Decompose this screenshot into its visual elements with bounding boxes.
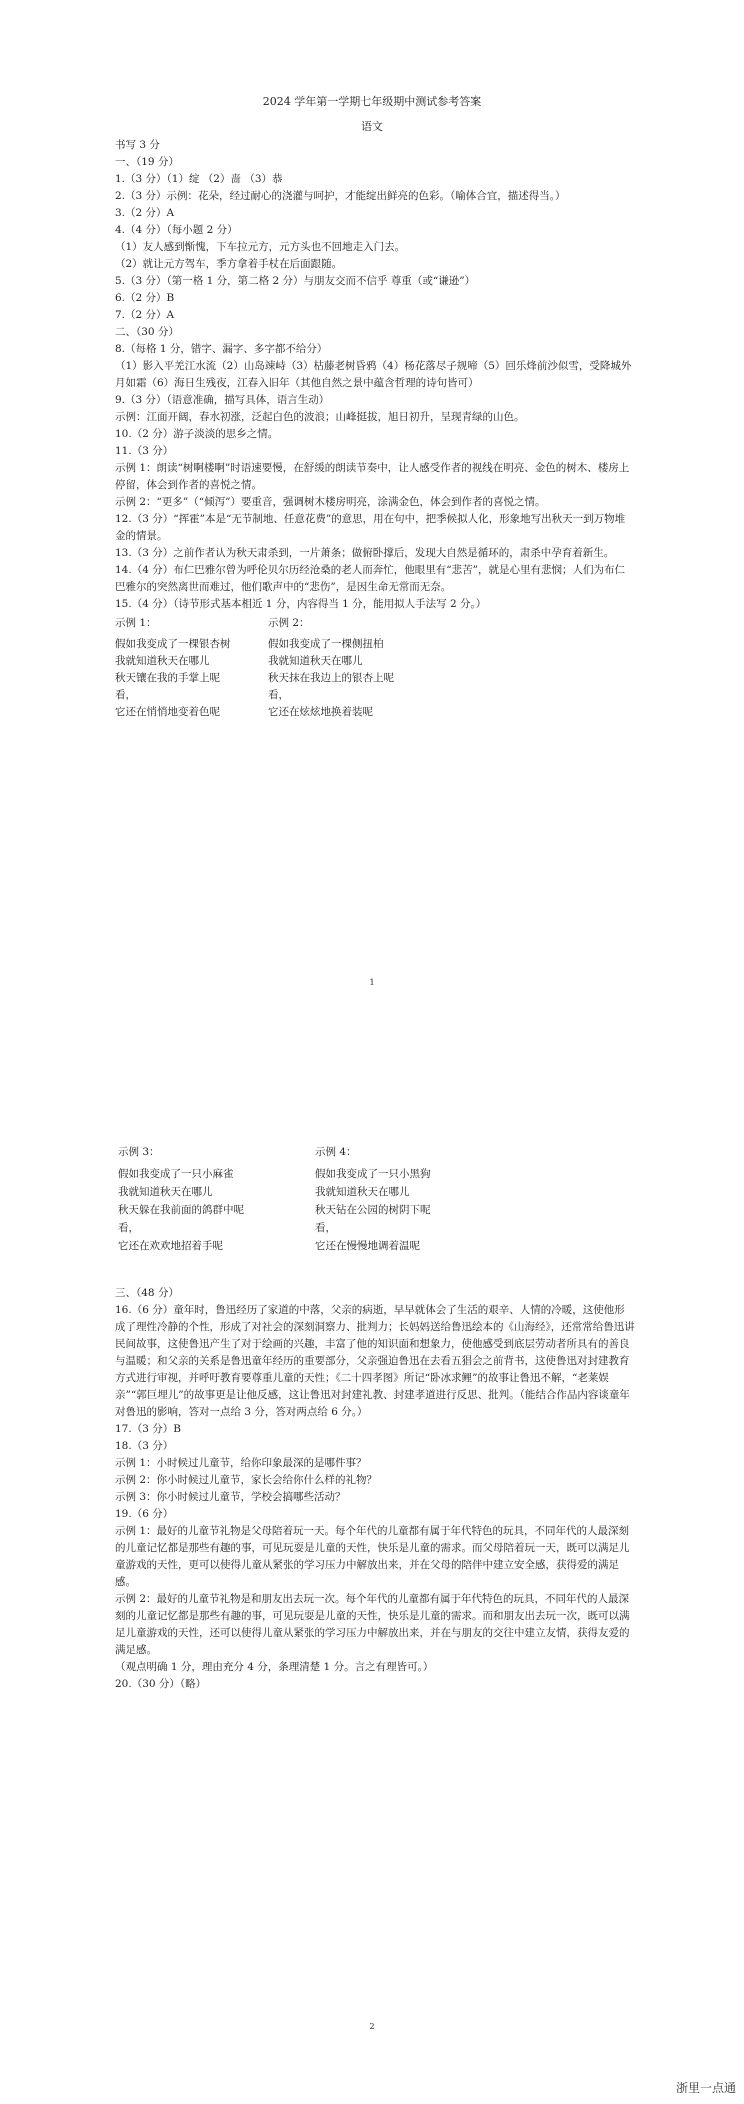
poem-line: 秋天抹在我边上的银杏上呢 bbox=[268, 672, 394, 684]
poem-label: 示例 2： bbox=[268, 617, 310, 629]
answer-line: 11.（3 分） bbox=[115, 445, 174, 457]
poem-line: 我就知道秋天在哪儿 bbox=[118, 1186, 213, 1198]
answer-line: 20.（30 分）（略） bbox=[115, 1678, 207, 1690]
answer-line: 三、（48 分） bbox=[115, 1287, 179, 1299]
answer-line: 6.（2 分）B bbox=[115, 292, 175, 304]
poem-line: 它还在炫炫地换着装呢 bbox=[268, 706, 373, 718]
poem-line: 秋天躲在我前面的鸽群中呢 bbox=[118, 1204, 244, 1216]
answer-line: 4.（4 分）（每小题 2 分） bbox=[115, 224, 238, 236]
answer-line: 示例 1：最好的儿童节礼物是父母陪着玩一天。每个年代的儿童都有属于年代特色的玩具，不同年代的人最深刻的儿童记忆都是那些有趣的事，可见玩耍是儿童的天性，快乐是儿童的需求。而父母陪着玩一天，既可以满足儿童游戏的天性，更可以使得儿童从紧张的学习压力中解放出来，并在父母的陪伴中建立安全感，获得爱的满足感。 bbox=[115, 1525, 630, 1588]
poem-line: 假如我变成了一只小麻雀 bbox=[118, 1168, 234, 1180]
answer-line: 10.（2 分）游子淡淡的思乡之情。 bbox=[115, 428, 279, 440]
answer-line: 示例：江面开阔，春水初涨，泛起白色的波浪；山峰挺拔，旭日初升，呈现青绿的山色。 bbox=[115, 411, 525, 423]
answer-line: 18.（3 分） bbox=[115, 1440, 174, 1452]
poem-line: 它还在悄悄地变着色呢 bbox=[115, 706, 220, 718]
answer-line: 3.（2 分）A bbox=[115, 207, 175, 219]
answer-body-page2 bbox=[115, 1285, 635, 1693]
answer-line: 9.（3 分）（语意准确，描写具体，语言生动） bbox=[115, 394, 330, 406]
answer-line: 15.（4 分）（诗节形式基本相近 1 分，内容得当 1 分，能用拟人手法写 2 分。） bbox=[115, 598, 487, 610]
answer-line: 8.（每格 1 分，错字、漏字、多字都不给分） bbox=[115, 343, 328, 355]
poem-line: 看， bbox=[315, 1222, 336, 1234]
poem-line: 我就知道秋天在哪儿 bbox=[268, 655, 363, 667]
answer-line: 12.（3 分）“挥霍”本是“无节制地、任意花费”的意思，用在句中，把季候拟人化，形象地写出秋天一到万物堆金的情景。 bbox=[115, 513, 626, 542]
poem-example-3 bbox=[118, 1143, 315, 1255]
poem-line: 我就知道秋天在哪儿 bbox=[315, 1186, 410, 1198]
poem-label: 示例 4： bbox=[315, 1146, 357, 1158]
answer-line: 2.（3 分）示例：花朵，经过耐心的浇灌与呵护，才能绽出鲜亮的色彩。（喻体合宜，描述得当。） bbox=[115, 190, 566, 202]
answer-line: （1）影入平羌江水流（2）山岛竦峙（3）枯藤老树昏鸦（4）杨花落尽子规啼（5）回乐烽前沙似雪，受降城外月如霜（6）海日生残夜，江春入旧年（其他自然之景中蕴含哲理的诗句皆可） bbox=[115, 360, 632, 389]
poem-examples-1-2 bbox=[115, 615, 633, 721]
poem-line: 假如我变成了一只小黑狗 bbox=[315, 1168, 431, 1180]
poem-line: 它还在欢欢地招着手呢 bbox=[118, 1240, 223, 1252]
page-number: 1 bbox=[369, 978, 375, 987]
answer-line: 示例 1：朗读“树啊楼啊”时语速要慢，在舒缓的朗读节奏中，让人感受作者的视线在明亮、金色的树木、楼房上停留，体会到作者的喜悦之情。 bbox=[115, 462, 630, 491]
answer-line: 5.（3 分）（第一格 1 分，第二格 2 分）与朋友交而不信乎 尊重（或“谦逊”） bbox=[115, 275, 476, 287]
poem-line: 它还在慢慢地调着温呢 bbox=[315, 1240, 420, 1252]
poem-line: 假如我变成了一棵侧扭柏 bbox=[268, 638, 384, 650]
answer-line: （2）就让元方驾车，季方拿着手杖在后面跟随。 bbox=[115, 258, 343, 270]
answer-line: （观点明确 1 分，理由充分 4 分，条理清楚 1 分。言之有理皆可。） bbox=[115, 1661, 434, 1673]
poem-line: 看， bbox=[115, 689, 136, 701]
poem-line: 秋天钻在公园的树阴下呢 bbox=[315, 1204, 431, 1216]
poem-example-4 bbox=[315, 1143, 475, 1255]
watermark: 浙里一点通 bbox=[675, 2081, 736, 2095]
subject-heading: 语文 bbox=[361, 120, 383, 133]
poem-label: 示例 1： bbox=[115, 617, 157, 629]
poem-example-2 bbox=[268, 615, 468, 721]
answer-line: 一、（19 分） bbox=[115, 156, 179, 168]
answer-line: 19.（6 分） bbox=[115, 1508, 174, 1520]
answer-line: 16.（6 分）童年时，鲁迅经历了家道的中落，父亲的病逝，早早就体会了生活的艰辛、人情的冷暖，这使他形成了理性冷静的个性，形成了对社会的深刻洞察力、批判力；长妈妈送给鲁迅绘本的《山海经》，还常常给鲁迅讲民间故事，这使鲁迅产生了对于绘画的兴趣，丰富了他的知识面和想象力，使他感受到底层劳动者所具有的善良与温暖；和父亲的关系是鲁迅童年经历的重要部分，父亲强迫鲁迅在去看五猖会之前背书，这使鲁迅对封建教育方式进行审视，并呼吁教育要尊重儿童的天性；《二十四孝图》所记“卧冰求鲤”的故事让鲁迅不解，“老莱娱亲”“郭巨埋儿”的故事更是让他反感，这让鲁迅对封建礼教、封建孝道进行反思、批判。（能结合作品内容谈童年对鲁迅的影响，答对一点给 3 分，答对两点给 6 分。） bbox=[115, 1304, 635, 1418]
answer-line: 14.（4 分）布仁巴雅尔曾为呼伦贝尔历经沧桑的老人而奔忙，他眼里有“悲苦”，就是心里有悲悯；人们为布仁巴雅尔的突然离世而难过，他们歌声中的“悲伤”，是因生命无常而无奈。 bbox=[115, 564, 625, 593]
answer-line: 13.（3 分）之前作者认为秋天肃杀到，一片萧条；做俯卧撑后，发现大自然是循环的，肃杀中孕育着新生。 bbox=[115, 547, 615, 559]
answer-line: 二、（30 分） bbox=[115, 326, 179, 338]
poem-line: 看， bbox=[268, 689, 289, 701]
poem-example-1 bbox=[115, 615, 268, 721]
answer-line: 示例 2：最好的儿童节礼物是和朋友出去玩一次。每个年代的儿童都有属于年代特色的玩具，不同年代的人最深刻的儿童记忆都是那些有趣的事，可见玩耍是儿童的天性，快乐是儿童的需求。而和朋友出去玩一次，既可以满足儿童游戏的天性，还可以使得儿童从紧张的学习压力中解放出来，并在与朋友的交往中建立友情，获得友爱的满足感。 bbox=[115, 1593, 630, 1656]
page-number: 2 bbox=[369, 2022, 375, 2031]
answer-body-page1 bbox=[115, 137, 633, 721]
answer-line: 1.（3 分）（1）绽 （2）啬 （3）恭 bbox=[115, 173, 283, 185]
poem-line: 秋天镶在我的手掌上呢 bbox=[115, 672, 220, 684]
poem-label: 示例 3： bbox=[118, 1146, 160, 1158]
poem-examples-3-4 bbox=[118, 1143, 478, 1255]
answer-line: 示例 2：“更多”（“倾泻”）要重音，强调树木楼房明亮，涂满金色，体会到作者的喜悦之情。 bbox=[115, 496, 546, 508]
document-title: 2024 学年第一学期七年级期中测试参考答案 bbox=[262, 95, 482, 108]
answer-line: （1）友人感到惭愧，下车拉元方，元方头也不回地走入门去。 bbox=[115, 241, 406, 253]
answer-line: 7.（2 分）A bbox=[115, 309, 175, 321]
answer-line: 示例 2：你小时候过儿童节，家长会给你什么样的礼物？ bbox=[115, 1474, 378, 1486]
answer-line: 17.（3 分）B bbox=[115, 1423, 181, 1435]
poem-line: 看， bbox=[118, 1222, 139, 1234]
answer-line: 书写 3 分 bbox=[115, 139, 160, 151]
poem-line: 我就知道秋天在哪儿 bbox=[115, 655, 210, 667]
answer-line: 示例 1：小时候过儿童节，给你印象最深的是哪件事？ bbox=[115, 1457, 367, 1469]
answer-line: 示例 3：你小时候过儿童节，学校会搞哪些活动？ bbox=[115, 1491, 346, 1503]
poem-line: 假如我变成了一棵银杏树 bbox=[115, 638, 231, 650]
